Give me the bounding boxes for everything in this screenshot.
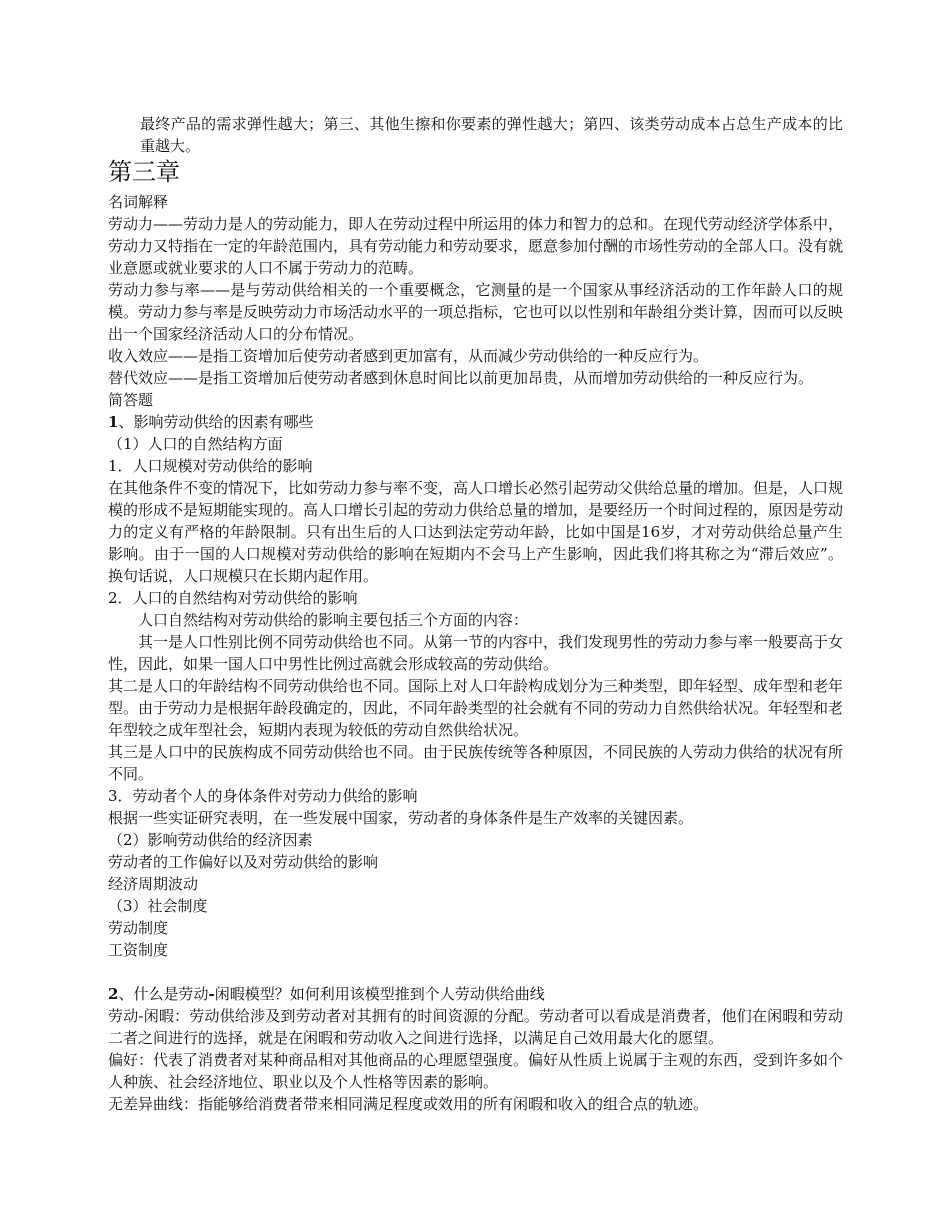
q1-subheading-1-3: 3．劳动者个人的身体条件对劳动力供给的影响 bbox=[108, 787, 418, 805]
q1-paragraph-population-size: 在其他条件不变的情况下，比如劳动力参与率不变，高人口增长必然引起劳动父供给总量的增加。但是，人口规模的形成不是短期能实现的。高人口增长引起的劳动力供给总量的增加，是要经历一个时间过程的，原因是劳动力的定义有严格的年龄限制。只有出生后的人口达到法定劳动年龄，比如中国是16岁，才对劳动供给总量产生影响。由于一国的人口规模对劳动供给的影响在短期内不会马上产生影响，因此我们将其称之为“滞后效应”。换句话说，人口规模只在长期内起作用。 bbox=[108, 479, 844, 585]
q1-item-work-preference: 劳动者的工作偏好以及对劳动供给的影响 bbox=[108, 853, 379, 871]
term-substitution-effect: 替代效应——是指工资增加后使劳动者感到休息时间比以前更加昂贵，从而增加劳动供给的一种反应行为。 bbox=[108, 369, 814, 387]
paragraph-continued: 最终产品的需求弹性越大；第三、其他生擦和你要素的弹性越大；第四、该类劳动成本占总生产成本的比重越大。 bbox=[140, 115, 843, 155]
chapter-title: 第三章 bbox=[108, 158, 180, 186]
q1-paragraph-age: 其二是人口的年龄结构不同劳动供给也不同。国际上对人口年龄构成划分为三种类型，即年轻型、成年型和老年型。由于劳动力是根据年龄段确定的，因此，不同年龄类型的社会就有不同的劳动力自然供给状况。年轻型和老年型较之成年型社会，短期内表现为较低的劳动自然供给状况。 bbox=[108, 677, 844, 739]
q1-subheading-2: （2）影响劳动供给的经济因素 bbox=[108, 831, 313, 849]
question-2-heading bbox=[108, 983, 843, 1005]
question-1-text: 、影响劳动供给的因素有哪些 bbox=[118, 413, 314, 431]
q2-paragraph-labor-leisure: 劳动-闲暇：劳动供给涉及到劳动者对其拥有的时间资源的分配。劳动者可以看成是消费者，他们在闲暇和劳动二者之间进行的选择，就是在闲暇和劳动收入之间进行选择，以满足自己效用最大化的愿望。 bbox=[108, 1007, 843, 1047]
term-labor-force: 劳动力——劳动力是人的劳动能力，即人在劳动过程中所运用的体力和智力的总和。在现代劳动经济学体系中，劳动力又特指在一定的年龄范围内，具有劳动能力和劳动要求，愿意参加付酬的市场性劳动的全部人口。没有就业意愿或就业要求的人口不属于劳动力的范畴。 bbox=[108, 215, 844, 277]
q1-subheading-1: （1）人口的自然结构方面 bbox=[108, 435, 283, 453]
q1-item-wage-system: 工资制度 bbox=[108, 941, 169, 959]
q1-item-business-cycle: 经济周期波动 bbox=[108, 875, 199, 893]
q2-paragraph-preference: 偏好：代表了消费者对某种商品相对其他商品的心理愿望强度。偏好从性质上说属于主观的东西，受到许多如个人种族、社会经济地位、职业以及个人性格等因素的影响。 bbox=[108, 1051, 844, 1091]
section-heading-short-answer: 简答题 bbox=[108, 391, 154, 409]
question-2-number: 2 bbox=[108, 985, 119, 1003]
q1-subheading-1-1: 1．人口规模对劳动供给的影响 bbox=[108, 457, 313, 475]
q1-paragraph-structure-intro: 人口自然结构对劳动供给的影响主要包括三个方面的内容： bbox=[138, 611, 529, 629]
q1-subheading-1-2: 2．人口的自然结构对劳动供给的影响 bbox=[108, 589, 358, 607]
q1-paragraph-health: 根据一些实证研究表明，在一些发展中国家，劳动者的身体条件是生产效率的关键因素。 bbox=[108, 809, 694, 827]
question-2-dash: - bbox=[208, 985, 215, 1003]
document-page bbox=[108, 113, 843, 1115]
question-1-number: 1 bbox=[108, 413, 119, 431]
section-heading-terms: 名词解释 bbox=[108, 193, 169, 211]
question-1-heading bbox=[108, 411, 843, 433]
q1-paragraph-gender: 其一是人口性别比例不同劳动供给也不同。从第一节的内容中，我们发现男性的劳动力参与率一般要高于女性，因此，如果一国人口中男性比例过高就会形成较高的劳动供给。 bbox=[108, 633, 844, 673]
q1-item-labor-system: 劳动制度 bbox=[108, 919, 169, 937]
q1-paragraph-ethnicity: 其三是人口中的民族构成不同劳动供给也不同。由于民族传统等各种原因，不同民族的人劳动力供给的状况有所不同。 bbox=[108, 743, 844, 783]
q2-paragraph-indifference-curve: 无差异曲线：指能够给消费者带来相同满足程度或效用的所有闲暇和收入的组合点的轨迹。 bbox=[108, 1095, 709, 1113]
term-income-effect: 收入效应——是指工资增加后使劳动者感到更加富有，从而减少劳动供给的一种反应行为。 bbox=[108, 347, 709, 365]
question-2-text-b: 闲暇模型？如何利用该模型推到个人劳动供给曲线 bbox=[214, 985, 545, 1003]
blank-line bbox=[108, 961, 843, 983]
question-2-text-a: 、什么是劳动 bbox=[118, 985, 209, 1003]
term-participation-rate: 劳动力参与率——是与劳动供给相关的一个重要概念，它测量的是一个国家从事经济活动的工作年龄人口的规模。劳动力参与率是反映劳动力市场活动水平的一项总指标，它也可以以性别和年龄组分类计算，因而可以反映出一个国家经济活动人口的分布情况。 bbox=[108, 281, 844, 343]
q1-subheading-3: （3）社会制度 bbox=[108, 897, 208, 915]
